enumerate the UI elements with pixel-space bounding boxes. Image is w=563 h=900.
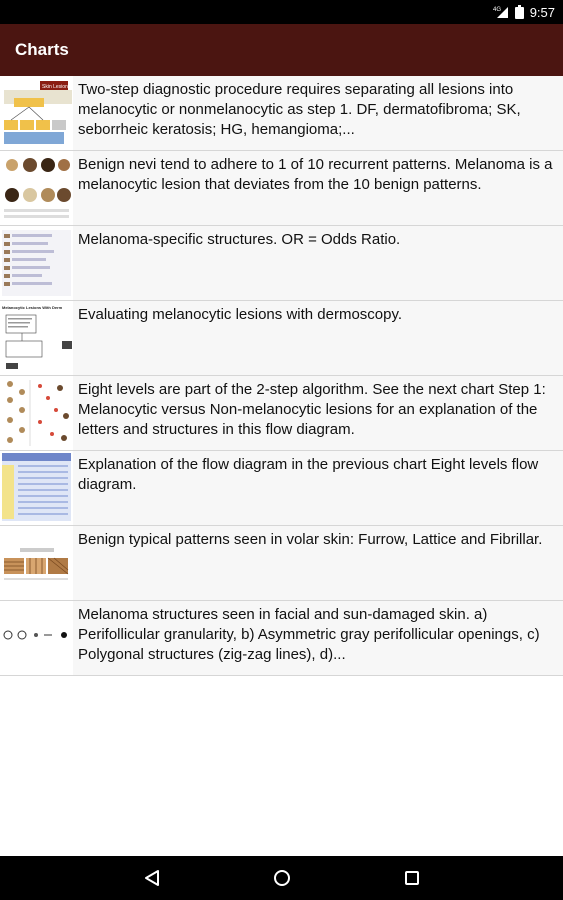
back-icon[interactable] [132,858,172,898]
chart-thumbnail [0,451,73,525]
chart-description: Evaluating melanocytic lesions with dermoscopy. [78,306,403,323]
svg-text:Skin Lesion: Skin Lesion [42,84,68,90]
status-bar [0,0,563,24]
list-item[interactable] [0,76,563,151]
list-item[interactable] [0,376,563,451]
chart-description: Explanation of the flow diagram in the previous chart Eight levels flow diagram. [78,456,539,493]
navigation-bar [0,856,563,900]
list-item[interactable] [0,526,563,601]
chart-list [0,76,563,676]
list-item[interactable] [0,151,563,226]
chart-description: Melanoma-specific structures. OR = Odds Ratio. [78,231,401,248]
chart-description: Melanoma structures seen in facial and sun-damaged skin. a) Perifollicular granularity, b) Asymmetric gray perifollicular openings, c) Polygonal structures (zig-zag lines), d)... [78,606,540,663]
chart-description: Eight levels are part of the 2-step algorithm. See the next chart Step 1: Melanocytic versus Non-melanocytic lesions for an explanation of the letters and structures in this flow diagram. [78,381,546,438]
chart-thumbnail [0,301,73,375]
list-item[interactable] [0,451,563,526]
list-item[interactable] [0,601,563,676]
recents-icon[interactable] [392,858,432,898]
chart-description: Benign typical patterns seen in volar skin: Furrow, Lattice and Fibrillar. [78,531,543,548]
list-item[interactable] [0,226,563,301]
chart-thumbnail [0,376,73,450]
chart-thumbnail [0,526,73,600]
chart-thumbnail [0,151,73,225]
chart-description: Two-step diagnostic procedure requires separating all lesions into melanocytic or nonmelanocytic as step 1. DF, dermatofibroma; SK, seborrheic keratosis; HG, hemangioma;... [78,81,521,138]
app-bar [0,24,563,76]
list-item[interactable] [0,301,563,376]
chart-description: Benign nevi tend to adhere to 1 of 10 recurrent patterns. Melanoma is a melanocytic lesion that deviates from the 10 benign patterns. [78,156,553,193]
svg-text:Melanocytic Lesions With Derm: Melanocytic Lesions With Derm [2,305,63,310]
chart-thumbnail [0,226,73,300]
signal-icon [493,5,509,19]
svg-text:4G: 4G [492,7,501,13]
battery-icon [515,5,524,19]
chart-thumbnail [0,601,73,675]
chart-thumbnail [0,76,73,150]
home-icon[interactable] [262,858,302,898]
clock: 9:57 [529,4,555,20]
page-title: Charts [15,40,69,59]
